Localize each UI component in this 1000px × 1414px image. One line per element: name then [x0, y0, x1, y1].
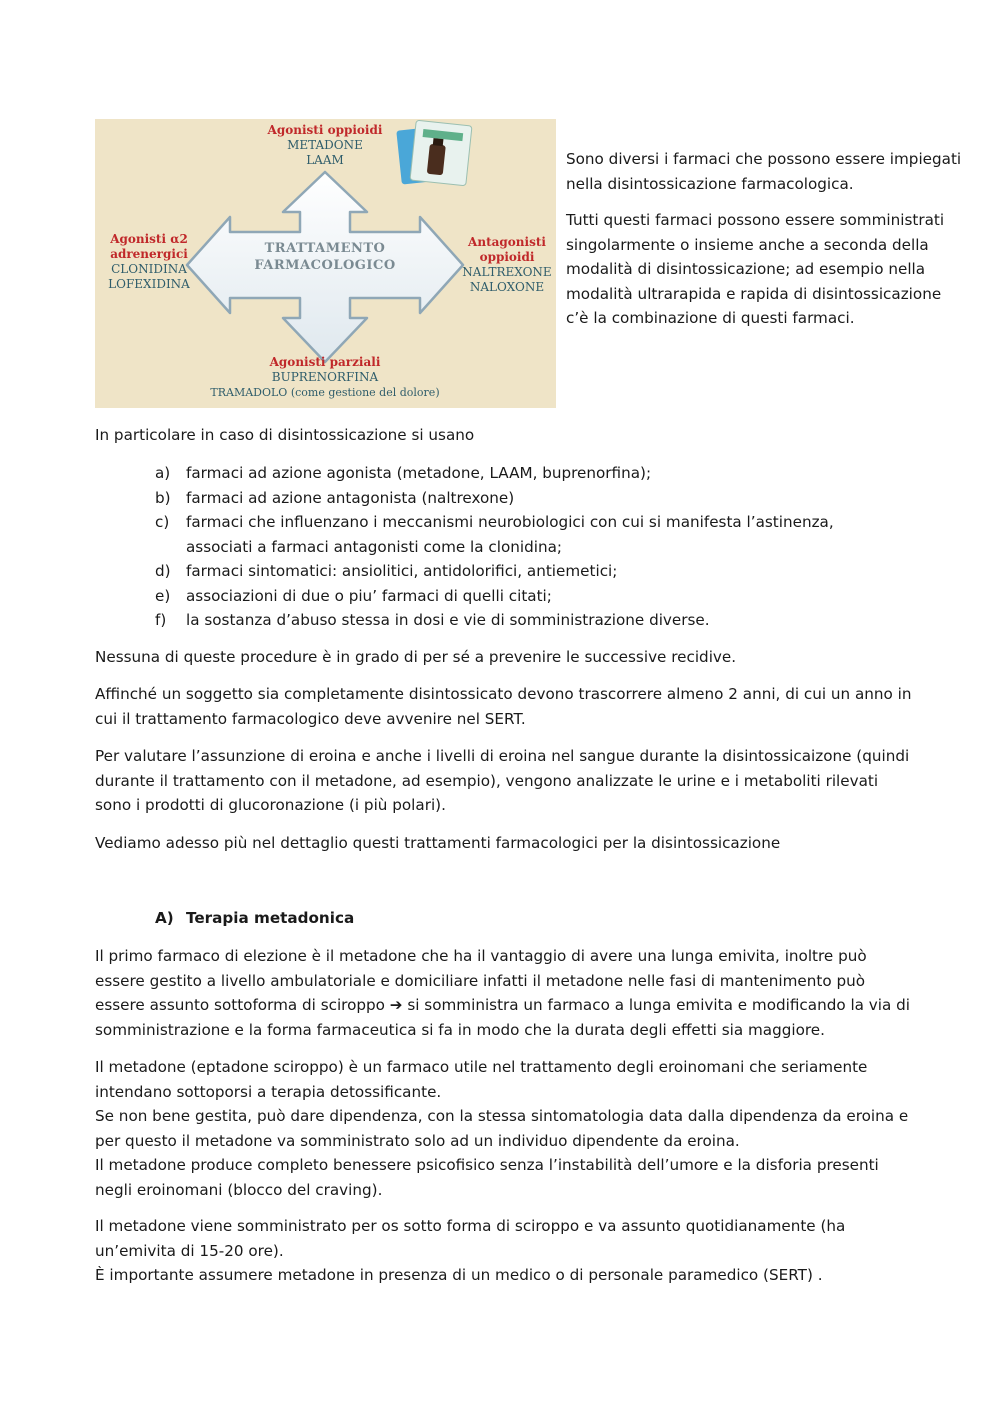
- left-arrow-item: LOFEXIDINA: [108, 277, 190, 291]
- bottom-arrow-item: BUPRENORFINA: [271, 370, 379, 384]
- section-title: Terapia metadonica: [186, 909, 355, 927]
- list-item: c) farmaci che influenzano i meccanismi neurobiologici con cui si manifesta l’astinenza, associati a farmaci antagonisti come la clonidina;: [155, 513, 834, 556]
- paragraph: Per valutare l’assunzione di eroina e anche i livelli di eroina nel sangue durante la disintossicaizone (quindi durante il trattamento con il metadone, ad esempio), vengono analizzate le urine e i metaboliti rilevati sono i prodotti di glucoronazione (i più polari).: [95, 747, 910, 814]
- paragraph: Vediamo adesso più nel dettaglio questi trattamenti farmacologici per la disintossicazione: [95, 834, 781, 852]
- top-arrow-item: METADONE: [287, 138, 363, 152]
- right-arrow-title: oppioidi: [479, 250, 535, 264]
- right-arrow-title: Antagonisti: [468, 235, 546, 249]
- paragraph: Il metadone viene somministrato per os sotto forma di sciroppo e va assunto quotidianamente (ha un’emivita di 15-20 ore). È importante assumere metadone in presenza di un medico o di personale paramedico (SERT) .: [95, 1217, 846, 1284]
- side-column: [566, 147, 966, 343]
- side-paragraph: Sono diversi i farmaci che possono essere impiegati nella disintossicazione farmacologica.: [566, 150, 962, 193]
- medicine-box-icon: [396, 120, 472, 186]
- paragraph: Il primo farmaco di elezione è il metadone che ha il vantaggio di avere una lunga emivita, inoltre può essere gestito a livello ambulatoriale e domiciliare infatti il metadone nelle fasi di mantenimento può essere assunto sottoforma di sciroppo ➔ si somministra un farmaco a lunga emivita e modificando la via di somministrazione e la forma farmaceutica si fa in modo che la durata degli effetti sia maggiore.: [95, 947, 911, 1039]
- treatment-diagram: [95, 119, 556, 408]
- intro-paragraph: In particolare in caso di disintossicazione si usano: [95, 426, 475, 444]
- side-paragraph: Tutti questi farmaci possono essere somministrati singolarmente o insieme anche a seconda della modalità di disintossicazione; ad esempio nella modalità ultrarapida e rapida di disintossicazione c’è la combinazione di questi farmaci.: [566, 211, 945, 327]
- paragraph: Affinché un soggetto sia completamente disintossicato devono trascorrere almeno 2 anni, di cui un anno in cui il trattamento farmacologico deve avvenire nel SERT.: [95, 685, 912, 728]
- list-item: b) farmaci ad azione antagonista (naltrexone): [155, 488, 515, 507]
- arrow-right-icon: ➔: [389, 996, 403, 1014]
- top-arrow-title: Agonisti oppioidi: [267, 123, 383, 137]
- list-item: e) associazioni di due o piu’ farmaci di quelli citati;: [155, 586, 552, 605]
- section-marker: A): [155, 909, 174, 927]
- paragraph: Il metadone (eptadone sciroppo) è un farmaco utile nel trattamento degli eroinomani che seriamente intendano sottoporsi a terapia detossificante. Se non bene gestita, può dare dipendenza, con la stessa sintomatologia data dalla dipendenza da eroina e per questo il metadone va somministrato solo ad un individuo dipendente da eroina. Il metadone produce completo benessere psicofisico senza l’instabilità dell’umore e la disforia presenti negli eroinomani (blocco del craving).: [95, 1058, 909, 1199]
- top-arrow-item: LAAM: [306, 153, 344, 167]
- diagram-center-label: TRATTAMENTO: [264, 241, 386, 256]
- right-arrow-item: NALTREXONE: [462, 265, 552, 279]
- left-arrow-title: adrenergici: [110, 247, 188, 261]
- left-arrow-item: CLONIDINA: [111, 262, 187, 276]
- bottom-arrow-item: TRAMADOLO (come gestione del dolore): [210, 386, 440, 399]
- drug-list: [155, 461, 895, 633]
- left-arrow-title: Agonisti α2: [110, 232, 188, 246]
- bottom-arrow-title: Agonisti parziali: [269, 355, 381, 369]
- diagram-center-label: FARMACOLOGICO: [254, 258, 396, 273]
- section-heading: [155, 906, 354, 931]
- paragraph: Nessuna di queste procedure è in grado di per sé a prevenire le successive recidive.: [95, 648, 737, 666]
- list-item: f) la sostanza d’abuso stessa in dosi e vie di somministrazione diverse.: [155, 611, 710, 629]
- right-arrow-item: NALOXONE: [469, 280, 545, 294]
- list-item: d) farmaci sintomatici: ansiolitici, antidolorifici, antiemetici;: [155, 562, 618, 580]
- list-item: a) farmaci ad azione agonista (metadone, LAAM, buprenorfina);: [155, 464, 652, 482]
